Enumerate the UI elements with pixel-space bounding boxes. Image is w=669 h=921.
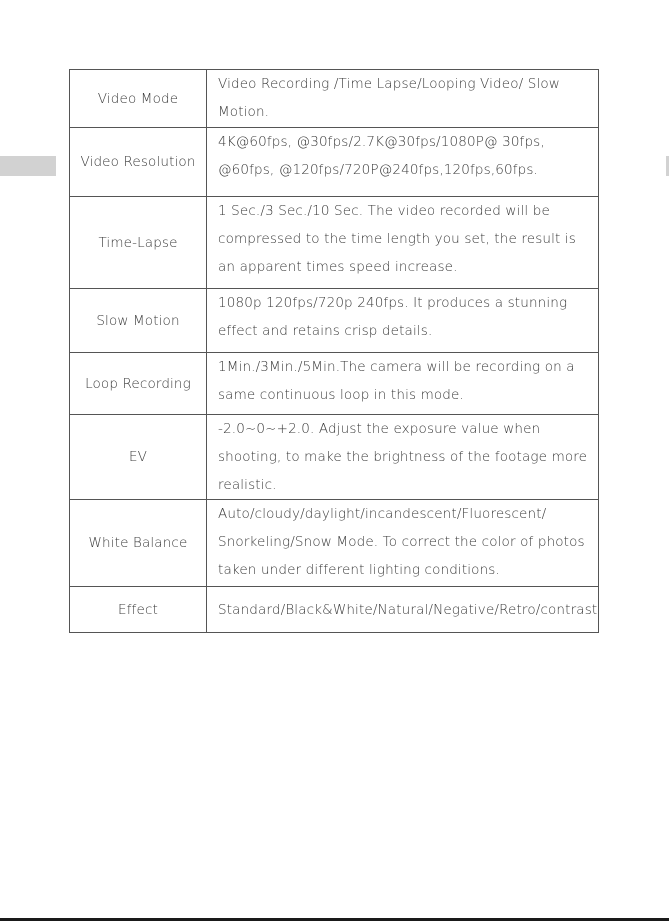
page-side-tab-left: [0, 156, 56, 176]
row-label-video-mode: Video Mode: [70, 70, 207, 128]
table-row: [70, 353, 599, 415]
row-desc-video-mode: [207, 70, 599, 128]
table-row: [70, 128, 599, 197]
row-desc-slow-motion: [207, 289, 599, 353]
row-desc-effect: [207, 587, 599, 633]
row-label-white-balance: White Balance: [70, 500, 207, 587]
table-row: [70, 415, 599, 500]
table-row: [70, 587, 599, 633]
row-desc-video-resolution: [207, 128, 599, 197]
row-label-time-lapse: Time-Lapse: [70, 197, 207, 289]
row-desc-loop-recording: [207, 353, 599, 415]
table-row: [70, 70, 599, 128]
row-desc-time-lapse: [207, 197, 599, 289]
row-desc-text: Auto/cloudy/daylight/incandescent/Fluorescent/ Snorkeling/Snow Mode. To correct the color of photos taken under different lighting conditions.: [218, 506, 585, 578]
row-label-slow-motion: Slow Motion: [70, 289, 207, 353]
row-label-ev: EV: [70, 415, 207, 500]
row-label-effect: Effect: [70, 587, 207, 633]
row-desc-ev: [207, 415, 599, 500]
row-desc-text: 1 Sec./3 Sec./10 Sec. The video recorded will be compressed to the time length you set, the result is an apparent times speed increase.: [218, 203, 576, 275]
row-label-video-resolution: Video Resolution: [70, 128, 207, 197]
camera-spec-table: [69, 69, 599, 633]
table-row: [70, 197, 599, 289]
table-row: [70, 289, 599, 353]
row-label-loop-recording: Loop Recording: [70, 353, 207, 415]
row-desc-text: 4K@60fps, @30fps/2.7K@30fps/1080P@ 30fps, @60fps, @120fps/720P@240fps,120fps,60fps.: [218, 134, 545, 178]
row-desc-text: Standard/Black&White/Natural/Negative/Retro/contrast: [218, 601, 598, 618]
row-desc-text: 1Min./3Min./5Min.The camera will be recording on a same continuous loop in this mode.: [218, 359, 575, 403]
row-desc-white-balance: [207, 500, 599, 587]
row-desc-text: -2.0~0~+2.0. Adjust the exposure value when shooting, to make the brightness of the footage more realistic.: [218, 421, 588, 493]
row-desc-text: Video Recording /Time Lapse/Looping Video/ Slow Motion.: [218, 76, 560, 120]
table-row: [70, 500, 599, 587]
row-desc-text: 1080p 120fps/720p 240fps. It produces a stunning effect and retains crisp details.: [218, 295, 568, 339]
